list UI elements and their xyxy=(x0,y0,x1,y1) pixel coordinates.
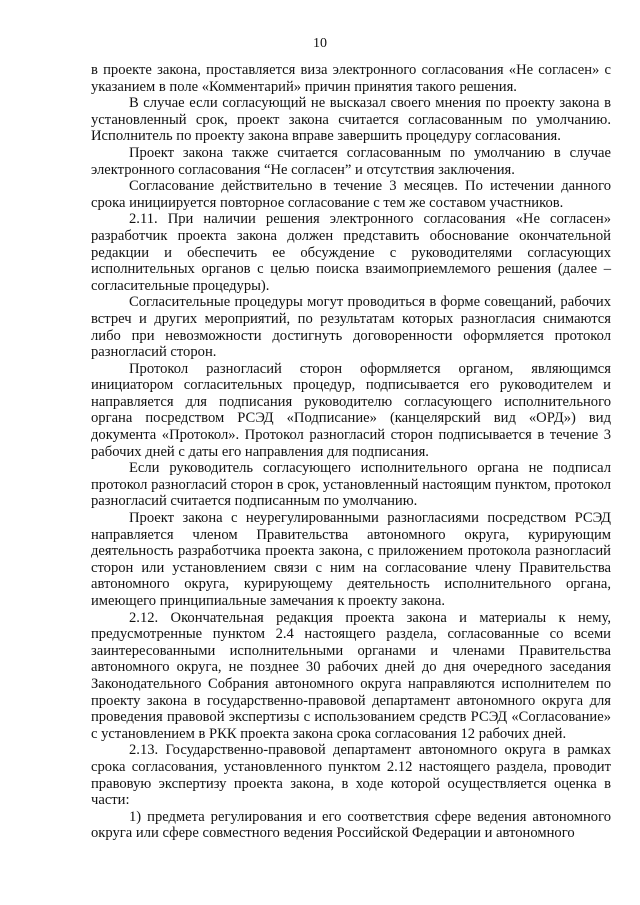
paragraph: В случае если согласующий не высказал своего мнения по проекту закона в установленный срок, проект закона считается согласованным по умолчанию. Исполнитель по проекту закона вправе завершить процедуру согласования. xyxy=(91,95,611,145)
paragraph: Согласование действительно в течение 3 месяцев. По истечении данного срока инициируется повторное согласование с тем же составом участников. xyxy=(91,178,611,211)
paragraph: в проекте закона, проставляется виза электронного согласования «Не согласен» с указанием в поле «Комментарий» причин принятия такого решения. xyxy=(91,62,611,95)
paragraph: Согласительные процедуры могут проводиться в форме совещаний, рабочих встреч и других мероприятий, по результатам которых разногласия снимаются либо при невозможности достигнуть договоренности оформляется протокол разногласий сторон. xyxy=(91,294,611,361)
paragraph: 2.11. При наличии решения электронного согласования «Не согласен» разработчик проекта закона должен представить обоснование окончательной редакции и обеспечить ее обсуждение с руководителями согласующих исполнительных органов с целью поиска взаимоприемлемого решения (далее – согласительные процедуры). xyxy=(91,211,611,294)
page-number: 10 xyxy=(313,36,327,51)
paragraph: 2.12. Окончательная редакция проекта закона и материалы к нему, предусмотренные пунктом 2.4 настоящего раздела, согласованные со всеми заинтересованными исполнительными органами и членами Правительства автономного округа, не позднее 30 рабочих дней до дня очередного заседания Законодательного Собрания автономного округа направляются исполнителем по проекту закона в государственно-правовой департамент автономного округа для проведения правовой экспертизы с использованием средств РСЭД «Согласование» с установлением в РКК проекта закона срока согласования 12 рабочих дней. xyxy=(91,609,611,742)
paragraph: Протокол разногласий сторон оформляется органом, являющимся инициатором согласительных процедур, подписывается его руководителем и направляется для подписания руководителю согласующего исполнительного органа посредством РСЭД «Подписание» (канцелярский вид «ОРД») вид документа «Протокол». Протокол разногласий сторон подписывается в течение 3 рабочих дней с даты его направления для подписания. xyxy=(91,360,611,460)
paragraph: 1) предмета регулирования и его соответствия сфере ведения автономного округа или сфере совместного ведения Российской Федерации и автономного xyxy=(91,808,611,842)
paragraph: Проект закона с неурегулированными разногласиями посредством РСЭД направляется членом Правительства автономного округа, курирующим деятельность разработчика проекта закона, с приложением протокола разногласий сторон или установлением связи с ним на согласование члену Правительства автономного округа, курирующему деятельность исполнительного органа, имеющего принципиальные замечания к проекту закона. xyxy=(91,510,611,609)
paragraph: Проект закона также считается согласованным по умолчанию в случае электронного согласования “Не согласен” и отсутствия заключения. xyxy=(91,144,611,178)
document-body xyxy=(91,62,611,842)
paragraph: Если руководитель согласующего исполнительного органа не подписал протокол разногласий сторон в срок, установленный настоящим пунктом, протокол разногласий считается подписанным по умолчанию. xyxy=(91,460,611,510)
paragraph: 2.13. Государственно-правовой департамент автономного округа в рамках срока согласования, установленного пунктом 2.12 настоящего раздела, проводит правовую экспертизу проекта закона, в ходе которой осуществляется оценка в части: xyxy=(91,742,611,809)
